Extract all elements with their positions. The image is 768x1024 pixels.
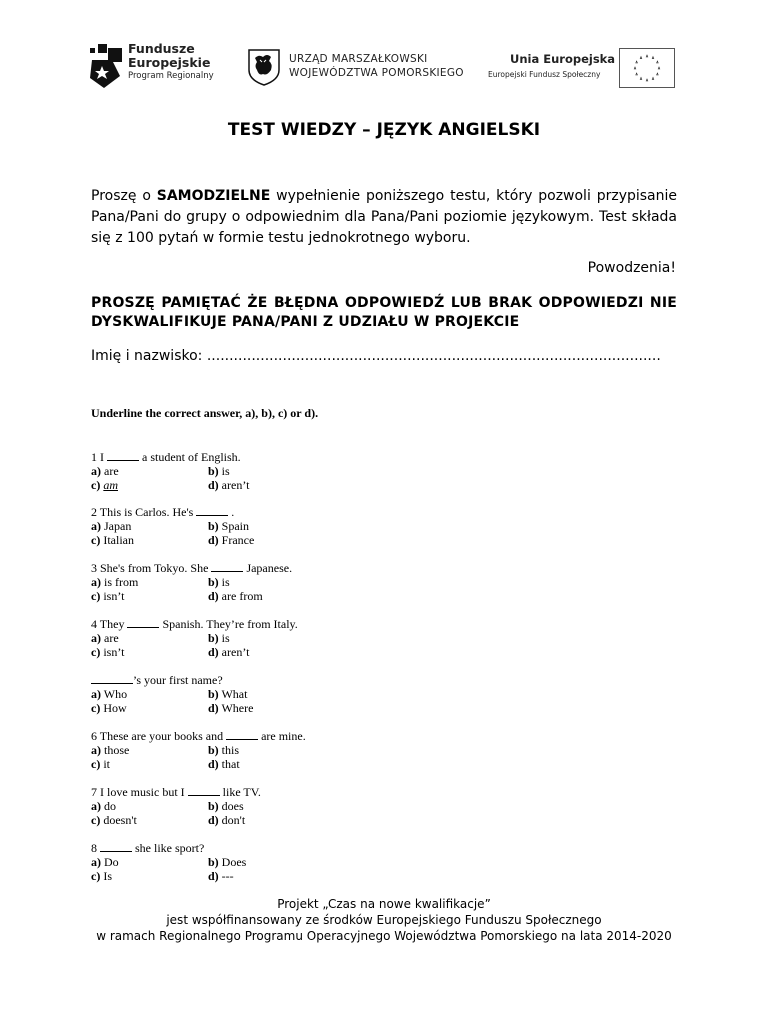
option-d[interactable]: d) aren’t [208,645,250,659]
stem-pre: 4 They [91,617,128,631]
intro-bold: SAMODZIELNE [156,188,271,204]
stem-pre: 2 This is Carlos. He's [91,505,197,519]
stem-pre: 6 These are your books and [91,729,227,743]
answer-blank[interactable] [107,450,139,461]
option-b[interactable]: b) is [208,464,230,478]
option-b[interactable]: b) this [208,743,240,757]
question-8 [91,841,391,883]
option-c[interactable]: c) How [91,701,127,715]
option-c[interactable]: c) Italian [91,533,134,547]
option-b[interactable]: b) What [208,687,248,701]
option-c[interactable]: c) isn’t [91,589,125,603]
stem-post: are mine. [258,729,306,743]
option-b[interactable]: b) Does [208,855,247,869]
option-c[interactable]: c) isn’t [91,645,125,659]
option-c-underlined[interactable]: c) am [91,478,118,492]
option-a[interactable]: a) are [91,464,119,478]
stem-post: ’s your first name? [133,673,223,687]
fe-logo-line1: Fundusze [128,41,195,56]
good-luck-text: Powodzenia! [587,260,676,276]
option-a[interactable]: a) Who [91,687,128,701]
option-d[interactable]: d) are from [208,589,263,603]
question-stem [91,673,391,687]
option-a[interactable]: a) Do [91,855,119,869]
project-footer [0,896,768,944]
option-d[interactable]: d) Where [208,701,254,715]
answer-blank[interactable] [91,673,133,684]
warning-notice: PROSZĘ PAMIĘTAĆ ŻE BŁĘDNA ODPOWIEDŹ LUB BRAK ODPOWIEDZI NIE DYSKWALIFIKUJE PANA/PANI Z UDZIAŁU W PROJEKCIE [91,295,677,330]
fundusze-europejskie-logo [90,42,230,94]
option-c[interactable]: c) doesn't [91,813,137,827]
question-stem [91,505,391,519]
question-2 [91,505,391,547]
um-logo-line1: URZĄD MARSZAŁKOWSKI [289,53,428,65]
option-b[interactable]: b) Spain [208,519,250,533]
question-1 [91,450,391,492]
stem-post: Spanish. They’re from Italy. [159,617,298,631]
urzad-marszalkowski-logo [247,46,467,90]
answer-blank[interactable] [188,785,220,796]
question-stem [91,561,391,575]
unia-europejska-logo [488,46,678,90]
um-logo-line2: WOJEWÓDZTWA POMORSKIEGO [289,67,464,79]
option-d[interactable]: d) that [208,757,240,771]
stem-pre: 1 I [91,450,107,464]
ue-logo-line2: Europejski Fundusz Społeczny [488,70,601,79]
question-3 [91,561,391,603]
option-d[interactable]: d) don't [208,813,246,827]
fe-logo-line2: Europejskie [128,55,211,70]
question-5 [91,673,391,715]
intro-paragraph [91,186,677,249]
footer-line2: jest współfinansowany ze środków Europejskiego Funduszu Społecznego [166,913,602,927]
test-instructions: Underline the correct answer, a), b), c) or d). [91,406,319,420]
option-a[interactable]: a) Japan [91,519,132,533]
question-stem [91,617,391,631]
stem-post: Japanese. [243,561,293,575]
question-stem [91,450,391,464]
stem-pre: 7 I love music but I [91,785,188,799]
fe-logo-line3: Program Regionalny [128,71,214,81]
footer-line3: w ramach Regionalnego Programu Operacyjnego Województwa Pomorskiego na lata 2014-2020 [96,929,672,943]
question-stem [91,729,391,743]
option-a[interactable]: a) are [91,631,119,645]
question-stem [91,785,391,799]
stem-post: she like sport? [132,841,205,855]
option-b[interactable]: b) is [208,631,230,645]
fundusze-europejskie-mark-icon [90,44,124,88]
intro-pre: Proszę o [91,188,157,204]
griffin-crest-icon [247,48,281,86]
option-c[interactable]: c) Is [91,869,112,883]
eu-flag-icon [619,48,675,88]
option-d[interactable]: d) --- [208,869,234,883]
ue-logo-line1: Unia Europejska [510,52,616,66]
option-d[interactable]: d) aren’t [208,478,250,492]
stem-post: like TV. [219,785,261,799]
option-d[interactable]: d) France [208,533,255,547]
question-7 [91,785,391,827]
option-a[interactable]: a) do [91,799,116,813]
answer-blank[interactable] [226,729,258,740]
stem-post: . [228,505,235,519]
name-field[interactable] [91,348,661,364]
question-6 [91,729,391,771]
option-b[interactable]: b) does [208,799,244,813]
stem-post: a student of English. [139,450,241,464]
answer-blank[interactable] [100,841,132,852]
name-label: Imię i nazwisko: [91,348,203,364]
stem-pre: 8 [91,841,100,855]
option-b[interactable]: b) is [208,575,230,589]
answer-blank[interactable] [127,617,159,628]
question-4 [91,617,391,659]
stem-pre: 3 She's from Tokyo. She [91,561,212,575]
intro-post: wypełnienie poniższego testu, który pozwoli przypisanie Pana/Pani do grupy o odpowiednim dla Pana/Pani poziomie językowym. Test składa się z 100 pytań w formie testu jednokrotnego wyboru. [91,188,677,246]
option-c[interactable]: c) it [91,757,110,771]
option-a[interactable]: a) those [91,743,130,757]
question-stem [91,841,391,855]
name-dots: ...................................................................................................... [206,348,661,364]
answer-blank[interactable] [211,561,243,572]
footer-line1: Projekt „Czas na nowe kwalifikacje” [277,897,491,911]
option-a[interactable]: a) is from [91,575,139,589]
answer-blank[interactable] [196,505,228,516]
page-title: TEST WIEDZY – JĘZYK ANGIELSKI [227,120,541,140]
